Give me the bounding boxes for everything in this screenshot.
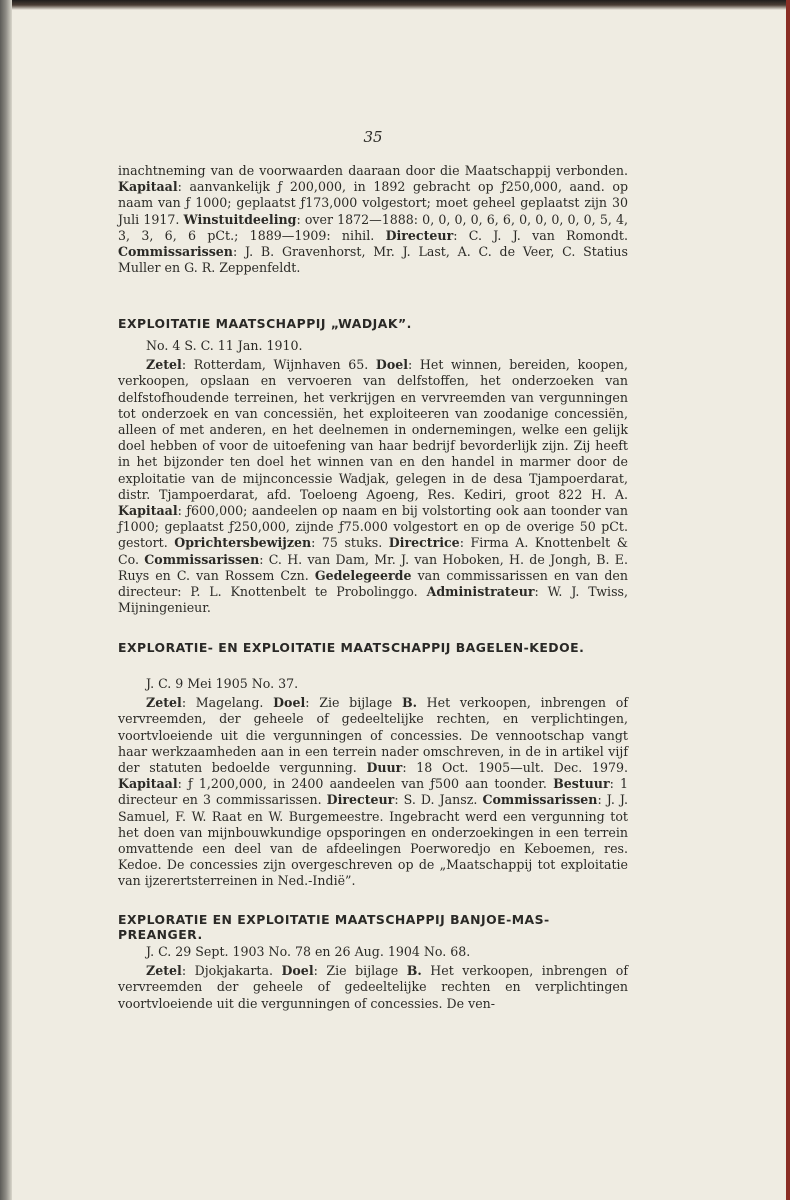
- text-commissarissen: : C. H. van Dam, Mr. J. van Hoboken, H. de Jongh, B. E. Ruys en C. van Rossem Czn.: [118, 551, 628, 583]
- intro-text-3: : over 1872—1888: 0, 0, 0, 0, 6, 6, 0, 0, 0, 0, 0, 5, 4, 3, 3, 6, 6 pCt.; 1889—1909: nihil.: [118, 211, 628, 243]
- text-gedelegeerde: van commissarissen en van den directeur: P. L. Knottenbelt te Probolinggo.: [118, 567, 628, 600]
- section-ref: No. 4 S. C. 11 Jan. 1910.: [146, 338, 303, 353]
- label-bestuur: Bestuur: [553, 776, 610, 792]
- text-doel-cont: Het verkoopen, inbrengen of vervreemden der geheele of gedeeltelijke rechten en verplichtingen voortvloeiende uit die vergunningen of concessies. De ven-: [118, 963, 628, 1011]
- section-body: [118, 963, 628, 1012]
- text-duur: : 18 Oct. 1905—ult. Dec. 1979.: [402, 760, 628, 776]
- label-duur: Duur: [366, 760, 403, 776]
- text-doel: : Het winnen, bereiden, koopen, verkoopen, opslaan en vervoeren van delfstoffen, het onderzoeken van delfstofhoudende terreinen, het verkrijgen en vervreemden van vergunningen tot onderzoek en van concessiën, het exploiteeren van zoodanige concessiën, alleen of met anderen, en het deelnemen in ondernemingen, welke een gelijk doel hebben of voor de uitoefening van haar bedrijf bevorderlijk zijn. Zij heeft in het bijzonder ten doel het winnen van en den handel in marmer door de exploitatie van de mijnconcessie Wadjak, gelegen in de desa Tjampoerdarat, distr. Tjampoerdarat, afd. Toeloeng Agoeng, Res. Kediri, groot 822 H. A.: [118, 357, 628, 502]
- label-bijlage: B.: [406, 963, 422, 979]
- text-doel: : Zie bijlage: [313, 963, 399, 979]
- text-oprichtersbewijzen: : 75 stuks.: [311, 535, 383, 551]
- intro-text-1: inachtneming van de voorwaarden daaraan door die Maatschappij verbonden.: [118, 163, 628, 178]
- text-zetel: : Djokjakarta.: [181, 963, 273, 979]
- page-edge-top: [0, 0, 790, 10]
- section-banjoemas-preanger: [118, 944, 628, 1012]
- label-doel: Doel: [281, 963, 314, 979]
- label-commissarissen: Commissarissen: [482, 792, 598, 808]
- section-wadjak: [118, 338, 628, 616]
- intro-text-4: : C. J. J. van Romondt.: [453, 227, 628, 243]
- label-kapitaal: Kapitaal: [118, 179, 178, 195]
- section-bagelen-kedoe: [118, 676, 628, 890]
- label-zetel: Zetel: [146, 695, 182, 711]
- section-title-bagelen-kedoe: EXPLORATIE- EN EXPLOITATIE MAATSCHAPPIJ BAGELEN-KEDOE.: [118, 640, 585, 655]
- page-number: 35: [363, 128, 383, 146]
- label-bijlage: B.: [401, 695, 417, 711]
- section-body: [118, 695, 628, 889]
- section-body: [118, 357, 628, 616]
- section-ref: J. C. 29 Sept. 1903 No. 78 en 26 Aug. 1904 No. 68.: [146, 944, 471, 959]
- section-ref: J. C. 9 Mei 1905 No. 37.: [146, 676, 299, 691]
- section-title-wadjak: EXPLOITATIE MAATSCHAPPIJ „WADJAK”.: [118, 316, 412, 331]
- label-kapitaal: Kapitaal: [118, 503, 178, 519]
- intro-paragraph: [118, 163, 628, 276]
- label-commissarissen: Commissarissen: [118, 244, 233, 260]
- text-doel-cont: Het verkoopen, inbrengen of vervreemden, der geheele of gedeeltelijke rechten, en verplichtingen, voortvloeiende uit die vergunningen of concessies. De vennootschap vangt haar werkzaamheden aan in een terrein nader omschreven, in de in artikel vijf der statuten bedoelde vergunning.: [118, 695, 628, 776]
- text-directeur: : S. D. Jansz.: [394, 792, 478, 808]
- label-commissarissen: Commissarissen: [144, 551, 260, 567]
- label-gedelegeerde: Gedelegeerde: [314, 567, 412, 583]
- text-kapitaal: : ƒ 1,200,000, in 2400 aandeelen van ƒ500 aan toonder.: [177, 776, 547, 792]
- label-directrice: Directrice: [388, 535, 460, 551]
- label-directeur: Directeur: [326, 792, 395, 808]
- label-directeur: Directeur: [385, 227, 454, 243]
- intro-text-5: : J. B. Gravenhorst, Mr. J. Last, A. C. de Veer, C. Statius Muller en G. R. Zeppenfeldt.: [118, 244, 628, 276]
- text-doel: : Zie bijlage: [305, 695, 393, 711]
- text-administrateur: : W. J. Twiss, Mijningenieur.: [118, 584, 628, 616]
- text-bestuur: : 1 directeur en 3 commissarissen.: [118, 776, 628, 808]
- page-edge-right: [786, 0, 790, 1200]
- text-directrice: : Firma A. Knottenbelt & Co.: [118, 535, 628, 567]
- label-oprichtersbewijzen: Oprichtersbewijzen: [174, 535, 312, 551]
- label-zetel: Zetel: [146, 357, 182, 373]
- label-winstuitdeeling: Winstuitdeeling: [183, 211, 297, 227]
- text-zetel: : Rotterdam, Wijnhaven 65.: [181, 357, 369, 373]
- label-zetel: Zetel: [146, 963, 182, 979]
- text-commissarissen: : J. J. Samuel, F. W. Raat en W. Burgemeestre. Ingebracht werd een vergunning tot het doen van mijnbouwkundige opsporingen en onderzoekingen in een terrein omvattende een deel van de afdeelingen Poerworedjo en Keboemen, res. Kedoe. De concessies zijn overgeschreven op de „Maatschappij tot exploitatie van ijzerertsterreinen in Ned.-Indië”.: [118, 792, 628, 889]
- label-administrateur: Administrateur: [426, 584, 535, 600]
- section-title-banjoemas-preanger: EXPLORATIE EN EXPLOITATIE MAATSCHAPPIJ BANJOE-MAS-PREANGER.: [118, 912, 550, 942]
- label-doel: Doel: [375, 357, 409, 373]
- text-zetel: : Magelang.: [181, 695, 264, 711]
- intro-text-2: : aanvankelijk ƒ 200,000, in 1892 gebracht op ƒ250,000, aand. op naam van ƒ 1000; geplaatst ƒ173,000 volgestort; moet geheel geplaatst zijn 30 Juli 1917.: [118, 179, 628, 227]
- text-kapitaal: : ƒ600,000; aandeelen op naam en bij volstorting ook aan toonder van ƒ1000; geplaatst ƒ250,000, zijnde ƒ75.000 volgestort en op de overige 50 pCt. gestort.: [118, 503, 628, 551]
- label-kapitaal: Kapitaal: [118, 776, 178, 792]
- label-doel: Doel: [273, 695, 306, 711]
- page-edge-left: [0, 0, 12, 1200]
